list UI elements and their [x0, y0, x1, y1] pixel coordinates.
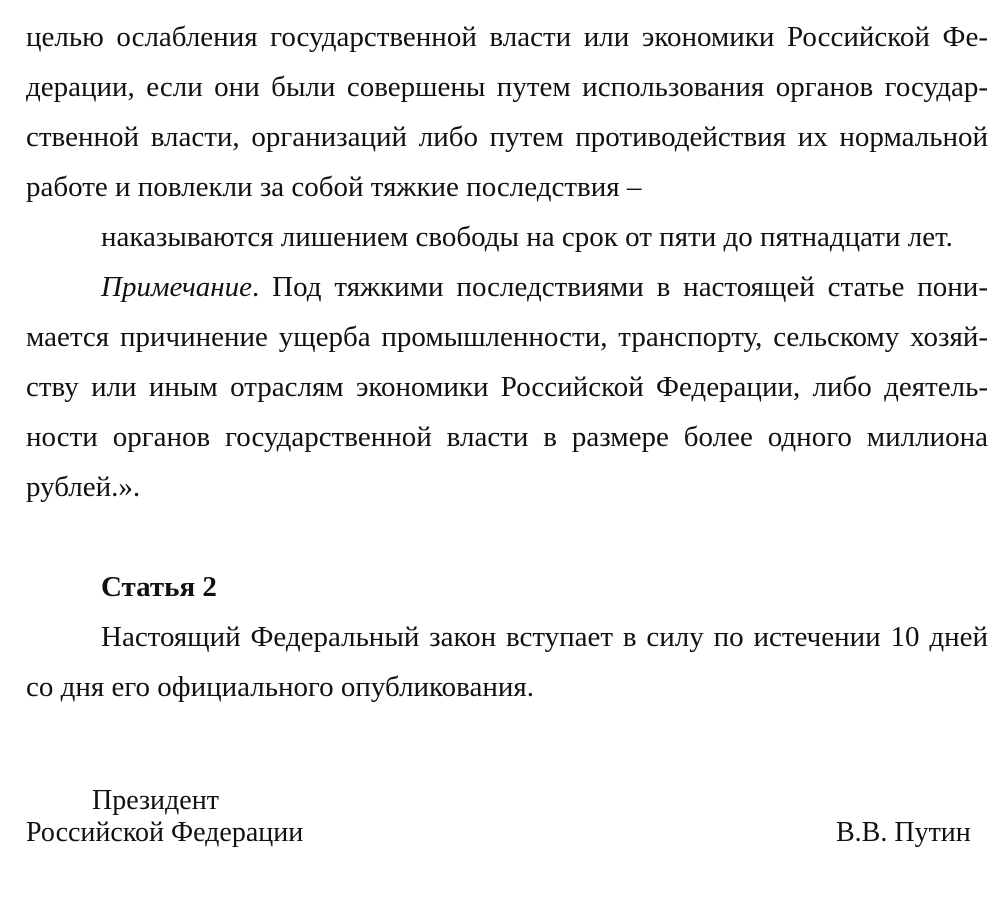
note-line: ности органов государственной власти в размере более одного миллиона [26, 421, 988, 453]
note-label: Примечание [101, 271, 253, 303]
note-text: . Под тяжкими последствиями в настоящей статье пони- [252, 271, 988, 303]
paragraph-line: целью ослабления государственной власти или экономики Российской Фе- [26, 21, 988, 53]
note-line: ству или иным отраслям экономики Российской Федерации, либо деятель- [26, 371, 988, 403]
article-2-heading: Статья 2 [101, 571, 217, 603]
paragraph-line: работе и повлекли за собой тяжкие последствия – [26, 171, 642, 203]
signatory-name: В.В. Путин [836, 817, 971, 848]
signatory-title: Президент [92, 785, 219, 816]
paragraph-line: дерации, если они были совершены путем использования органов государ- [26, 71, 988, 103]
note-first-line [101, 270, 988, 304]
penalty-clause: наказываются лишением свободы на срок от пяти до пятнадцати лет. [101, 221, 953, 253]
signatory-title: Российской Федерации [26, 817, 304, 848]
article-2-text: со дня его официального опубликования. [26, 671, 534, 703]
article-2-text: Настоящий Федеральный закон вступает в силу по истечении 10 дней [101, 621, 988, 653]
note-line: мается причинение ущерба промышленности, транспорту, сельскому хозяй- [26, 321, 988, 353]
paragraph-line: ственной власти, организаций либо путем противодействия их нормальной [26, 121, 988, 153]
note-line: рублей.». [26, 471, 141, 503]
